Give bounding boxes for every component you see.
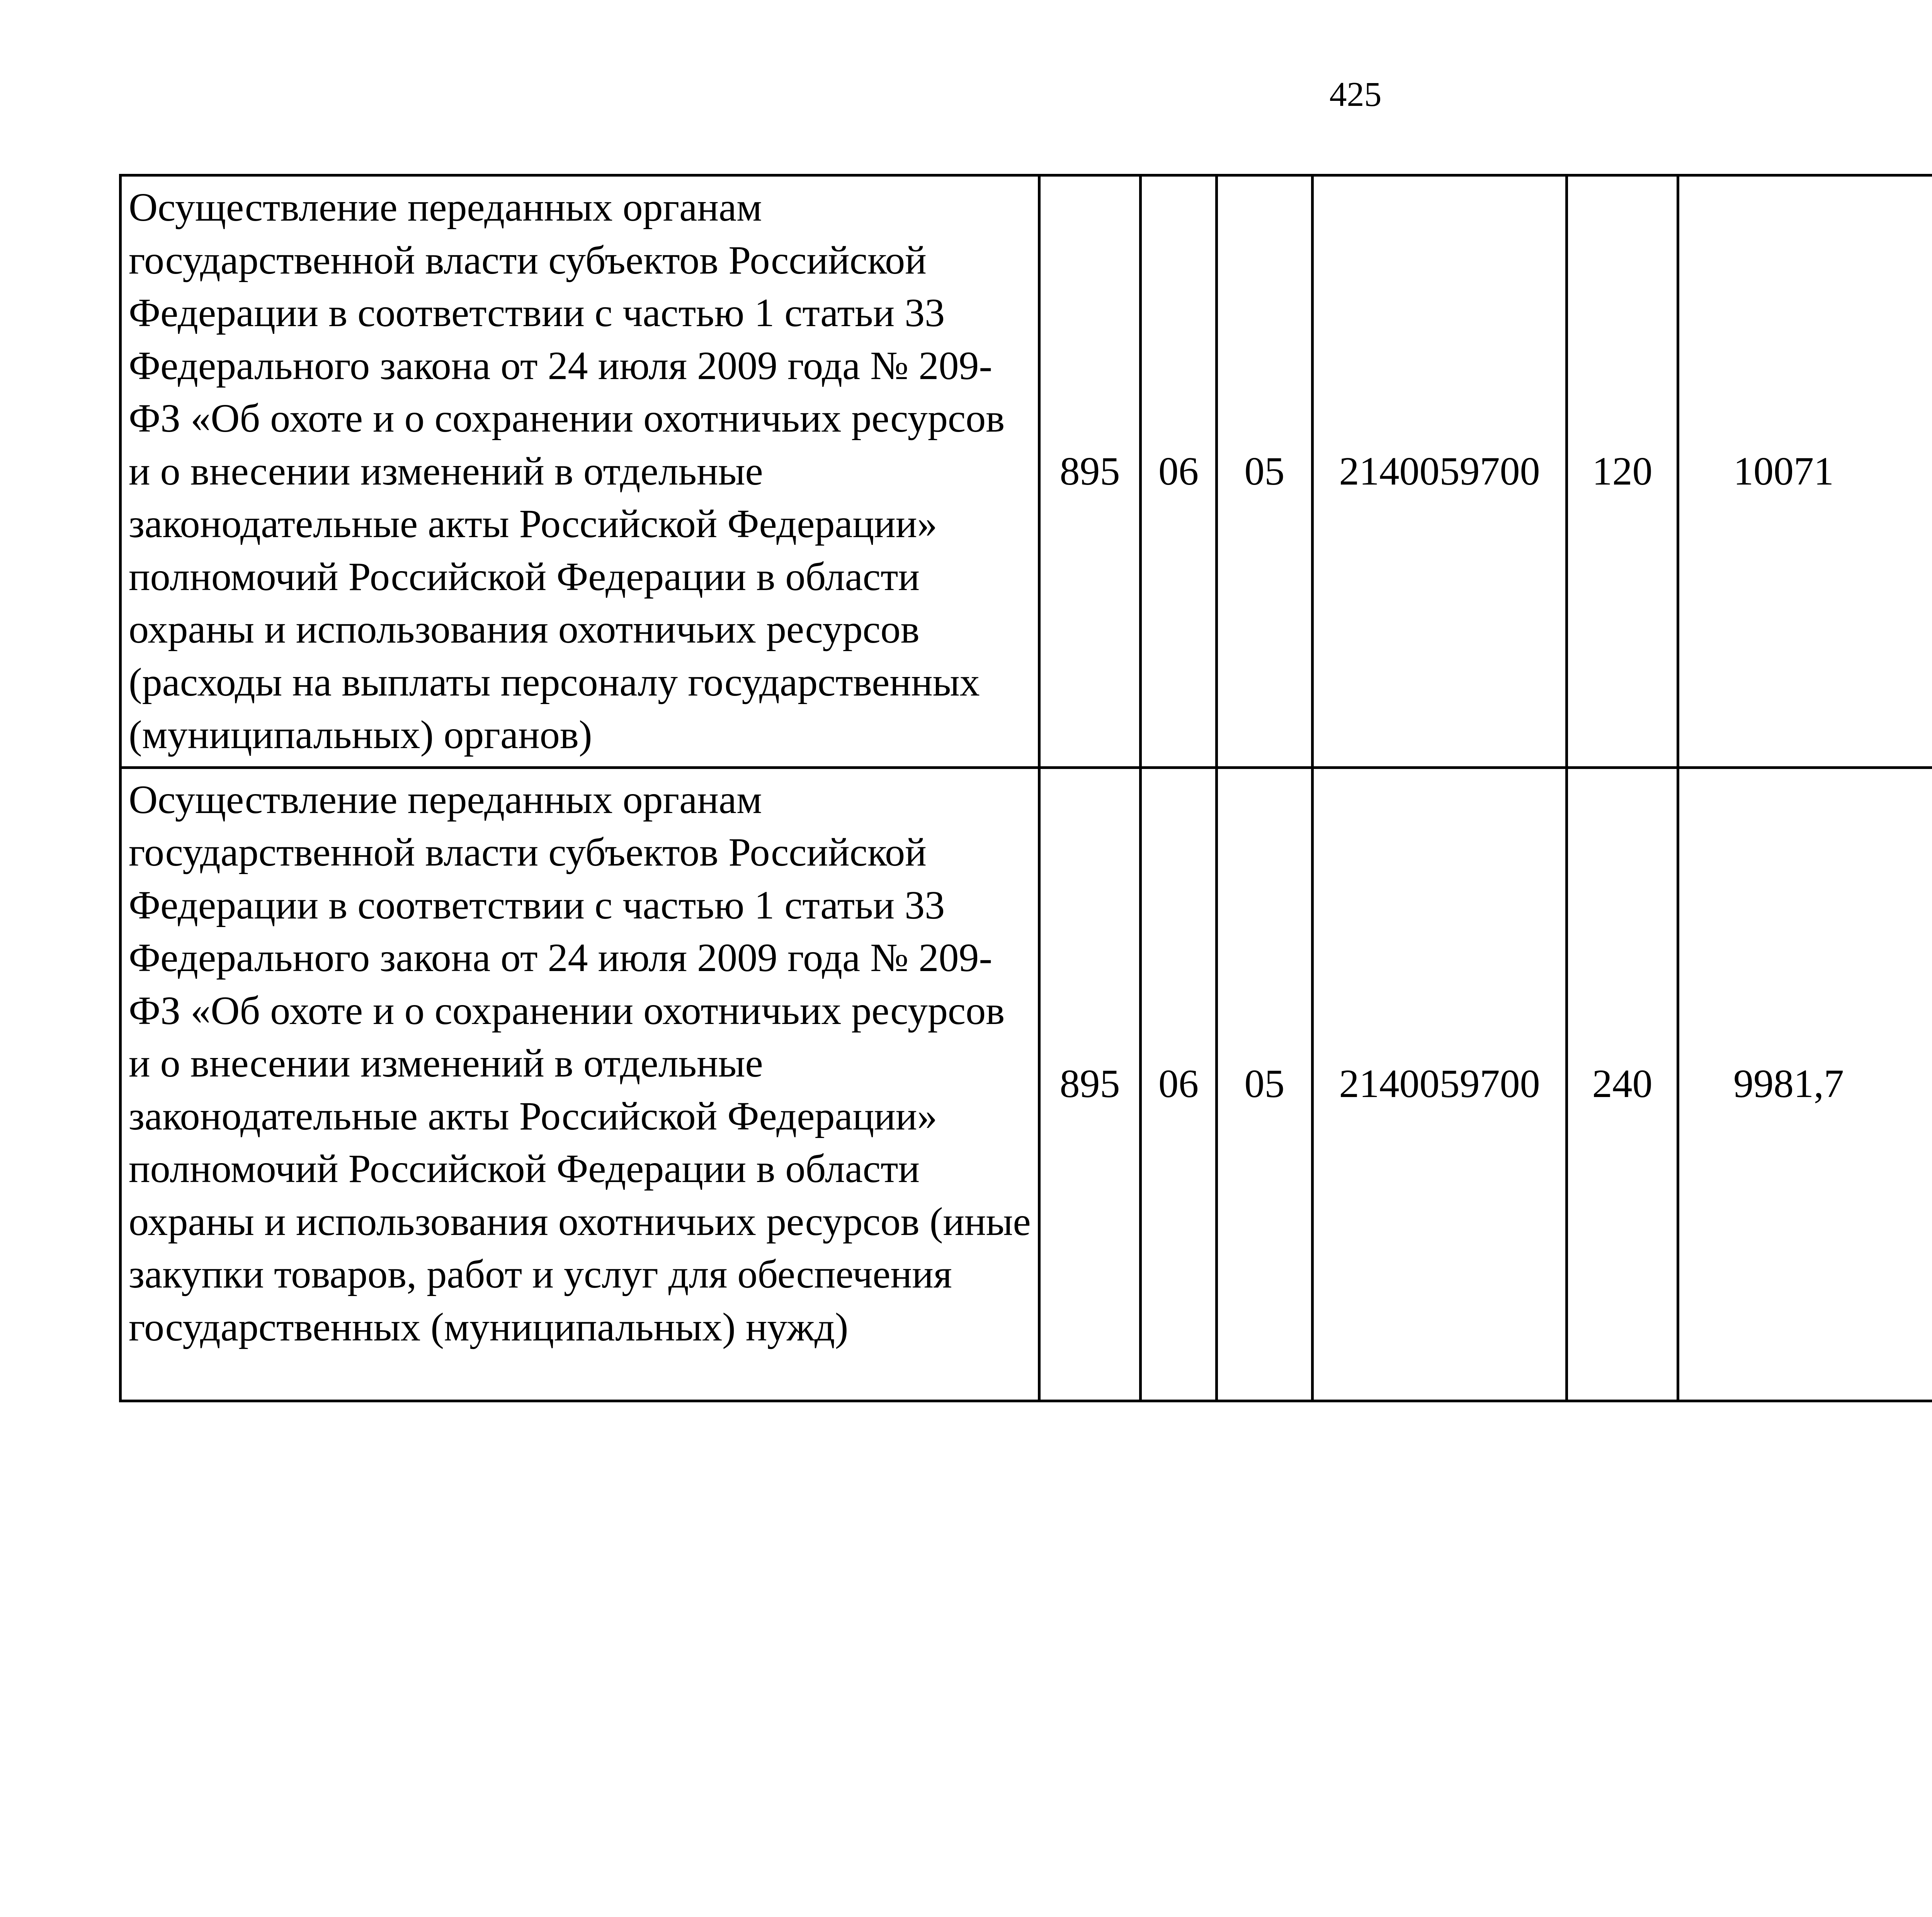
amount-1: 10071 <box>1678 175 1932 768</box>
page-number: 425 <box>1329 75 1382 114</box>
ministry-code: 895 <box>1039 175 1141 768</box>
budget-table <box>119 174 1932 1402</box>
row-description: Осуществление переданных органам государственной власти субъектов Российской Федерации в соответствии с частью 1 статьи 33 Федерального закона от 24 июля 2009 года № 209-ФЗ «Об охоте и о сохранении охотничьих ресурсов и о внесении изменений в отдельные законодательные акты Российской Федерации» полномочий Российской Федерации в области охраны и использования охотничьих ресурсов (иные закупки товаров, работ и услуг для обеспечения государственных (муниципальных) нужд) <box>121 767 1039 1401</box>
ministry-code: 895 <box>1039 767 1141 1401</box>
amount-1: 9981,7 <box>1678 767 1932 1401</box>
table-row <box>121 175 1932 768</box>
expense-type-code: 120 <box>1567 175 1678 768</box>
target-article-code: 2140059700 <box>1313 767 1567 1401</box>
target-article-code: 2140059700 <box>1313 175 1567 768</box>
table-row <box>121 767 1932 1401</box>
section-code: 06 <box>1141 175 1217 768</box>
subsection-code: 05 <box>1217 767 1313 1401</box>
expense-type-code: 240 <box>1567 767 1678 1401</box>
row-description: Осуществление переданных органам государственной власти субъектов Российской Федерации в соответствии с частью 1 статьи 33 Федерального закона от 24 июля 2009 года № 209-ФЗ «Об охоте и о сохранении охотничьих ресурсов и о внесении изменений в отдельные законодательные акты Российской Федерации» полномочий Российской Федерации в области охраны и использования охотничьих ресурсов (расходы на выплаты персоналу государственных (муниципальных) органов) <box>121 175 1039 768</box>
subsection-code: 05 <box>1217 175 1313 768</box>
section-code: 06 <box>1141 767 1217 1401</box>
